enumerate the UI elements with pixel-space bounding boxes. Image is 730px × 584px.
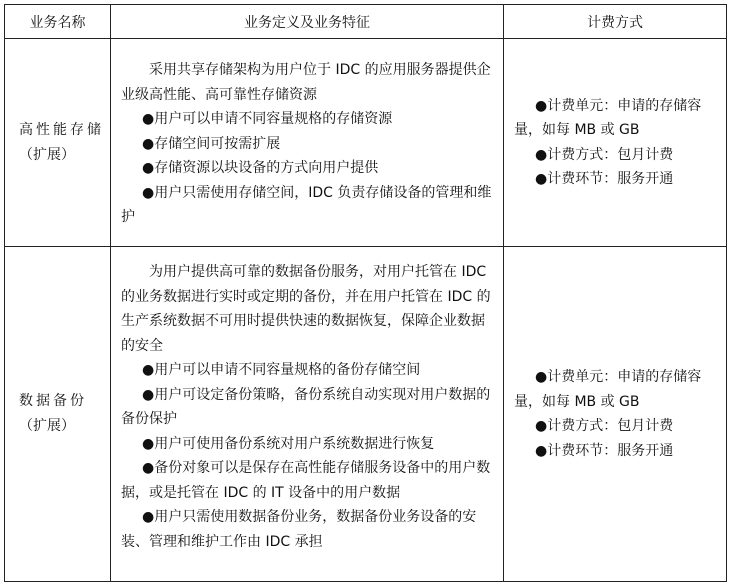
billing-cell [504, 39, 727, 247]
service-name-suffix: （扩展） [19, 146, 75, 163]
header-billing: 计费方式 [504, 5, 727, 39]
definition-cell [111, 39, 504, 247]
billing-item: ●计费方式：包月计费 [535, 146, 674, 163]
definition-bullet: ●用户可设定备份策略，备份系统自动实现对用户数据的备份保护 [121, 386, 491, 427]
definition-bullet: ●备份对象可以是保存在高性能存储服务设备中的用户数据，或是托管在 IDC 的 IT 设备中的用户数据 [121, 460, 491, 501]
definition-bullet: ●用户可使用备份系统对用户系统数据进行恢复 [142, 435, 435, 452]
definition-bullet: ●存储资源以块设备的方式向用户提供 [142, 160, 379, 176]
service-name: 数据备份 [19, 393, 87, 409]
header-definition: 业务定义及业务特征 [111, 5, 504, 39]
service-name-cell [5, 39, 111, 247]
header-service-name: 业务名称 [5, 5, 111, 39]
service-table [4, 4, 727, 582]
billing-item: ●计费方式：包月计费 [535, 418, 674, 434]
definition-bullet: ●用户只需使用存储空间，IDC 负责存储设备的管理和维护 [121, 184, 492, 225]
billing-item: ●计费环节：服务开通 [535, 442, 674, 459]
definition-bullet: ●用户可以申请不同容量规格的存储资源 [142, 111, 393, 127]
billing-item: ●计费单元：申请的存储容量，如每 MB 或 GB [514, 97, 702, 138]
definition-bullet: ●用户可以申请不同容量规格的备份存储空间 [142, 362, 421, 378]
billing-item: ●计费环节：服务开通 [535, 171, 674, 187]
definition-bullet: ●用户只需使用数据备份业务，数据备份业务设备的安装、管理和维护工作由 IDC 承担 [121, 509, 477, 550]
service-name-cell [5, 247, 111, 582]
service-name-suffix: （扩展） [19, 418, 75, 434]
billing-item: ●计费单元：申请的存储容量，如每 MB 或 GB [514, 369, 702, 410]
service-name: 高性能存储 [19, 121, 104, 138]
definition-intro: 采用共享存储架构为用户位于 IDC 的应用服务器提供企业级高性能、高可靠性存储资源 [121, 62, 491, 103]
table-row [5, 247, 727, 582]
table-row [5, 39, 727, 247]
header-row [5, 5, 727, 39]
definition-bullet: ●存储空间可按需扩展 [142, 135, 281, 152]
definition-cell [111, 247, 504, 582]
billing-cell [504, 247, 727, 582]
definition-intro: 为用户提供高可靠的数据备份服务，对用户托管在 IDC 的业务数据进行实时或定期的备份，并在用户托管在 IDC 的生产系统数据不可用时提供快速的数据恢复，保障企业数据的安全 [121, 264, 491, 354]
